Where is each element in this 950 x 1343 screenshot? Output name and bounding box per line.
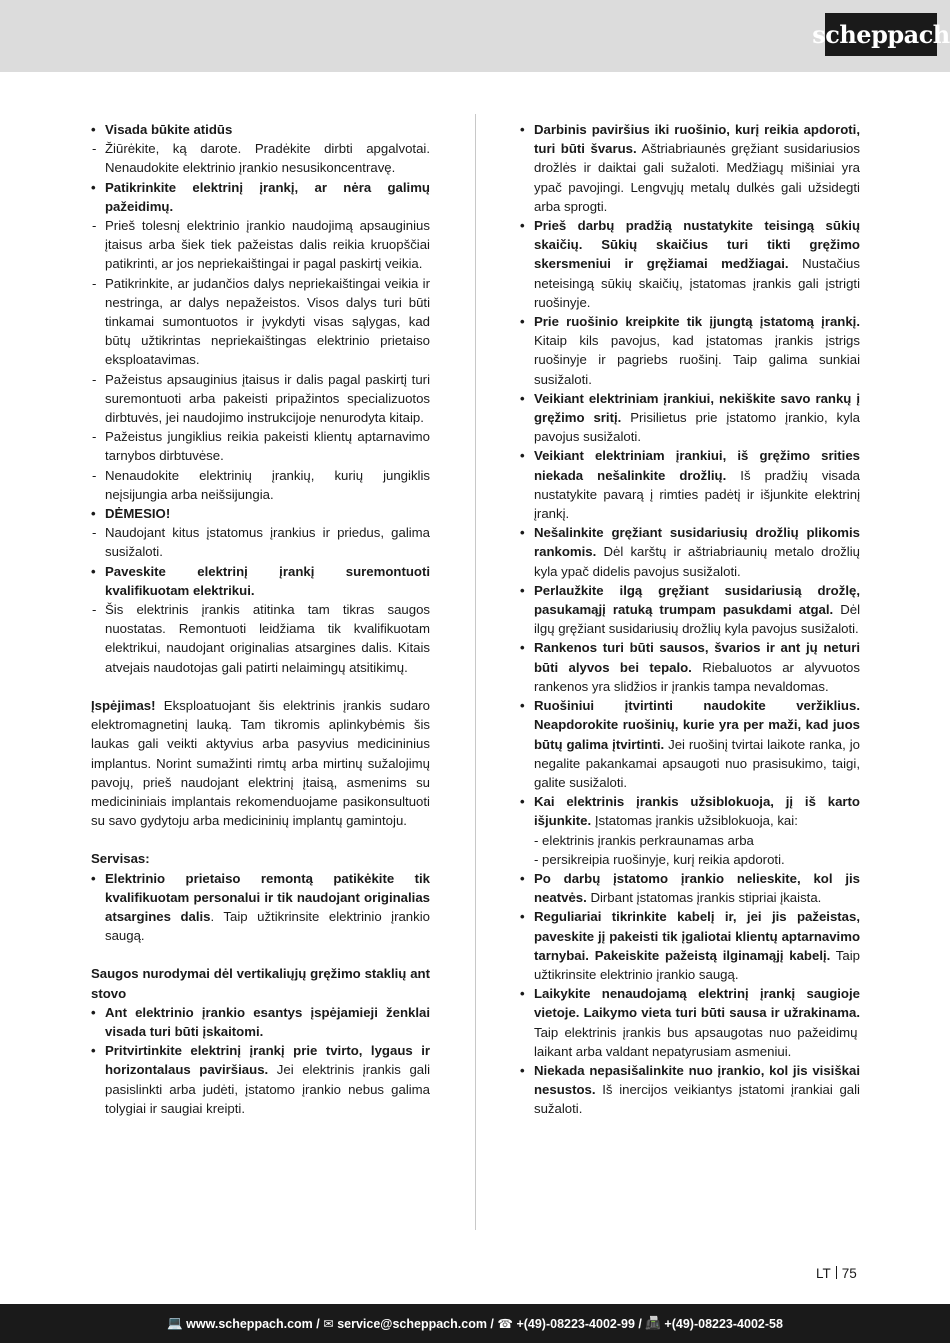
regular-text: Nenaudokite elektrinių įrankių, kurių jungiklis neįsijungia arba neišsijungia. xyxy=(105,467,430,502)
bold-text: Nešalinkite gręžiant susidariusių drožlių plikomis rankomis. xyxy=(534,525,860,560)
bold-text: Servisas: xyxy=(91,851,150,867)
paragraph xyxy=(91,964,430,1002)
footer-fax: +(49)-08223-4002-58 xyxy=(664,1316,783,1331)
bullet-item xyxy=(520,216,860,312)
regular-text: Šis elektrinis įrankis atitinka tam tikras saugos nuostatas. Remontuoti leidžiama tik kvalifikuotam elektrikui, naudojant originalias atsargines dalis. Kitais atvejais naudotojas gali patirti nelaimingų atsitikimų. xyxy=(105,602,430,675)
dash-item xyxy=(91,466,430,504)
bold-text: Kai elektrinis įrankis užsiblokuoja, jį iš karto išjunkite. xyxy=(534,794,860,829)
regular-text: Taip užtikrinsite elektrinio įrankio saugą. xyxy=(534,947,860,982)
column-divider xyxy=(475,114,476,1230)
regular-text: Prisilietus prie įstatomo įrankio, kyla pavojus susižaloti. xyxy=(534,410,860,445)
mail-icon: ✉ xyxy=(323,1317,334,1331)
bold-text: Prieš darbų pradžią nustatykite teisingą sūkių skaičių. Sūkių skaičius turi tikti gręžimo skersmeniui ir gręžiamai medžiagai. xyxy=(534,218,860,272)
bold-text: Reguliariai tikrinkite kabelį ir, jei jis pažeistas, paveskite jį pakeisti tik įgaliotai klientų aptarnavimo tarnybai. Pakeiskite pažeistą ilginamąjį kabelį. xyxy=(534,909,860,963)
bold-text: Perlaužkite ilgą gręžiant susidariusią drožlę, pasukamąjį ratuką trumpam pasukdami atgal. xyxy=(534,582,860,618)
bold-text: Įspėjimas! xyxy=(91,697,156,713)
bold-text: Ruošiniui įtvirtinti naudokite veržiklius. Neapdorokite ruošinių, kurie yra per maži, kad juos būtų galima įtvirtinti. xyxy=(534,698,860,752)
computer-icon: 💻 xyxy=(167,1316,183,1330)
bold-text: Niekada nepasišalinkite nuo įrankio, kol jis visiškai nesustos. xyxy=(534,1062,860,1098)
bold-text: Ant elektrinio įrankio esantys įspėjamieji ženklai visada turi būti įskaitomi. xyxy=(105,1004,430,1039)
bold-text: Veikiant elektriniam įrankiui, iš gręžimo srities niekada nešalinkite drožlių. xyxy=(534,448,860,483)
bullet-item xyxy=(520,120,860,216)
sub-item xyxy=(520,831,860,850)
regular-text: Įstatomas įrankis užsiblokuoja, kai: xyxy=(591,813,798,829)
regular-text: Eksploatuojant šis elektrinis įrankis sudaro elektromagnetinį lauką. Tam tikromis aplinkybėmis šis laukas gali veikti aktyvius arba pasyvius medicininius implantus. Norint sumažinti rimtų arba mirtinų sužalojimų pavojų, prieš naudojant elektrinį įtaisą, asmenims su medicininiais implantais rekomenduojame pasikonsultuoti su savo gydytoju arba medicininių implantų gamintoju. xyxy=(91,697,430,829)
bullet-item xyxy=(520,638,860,696)
bold-text: Rankenos turi būti sausos, švarios ir ant jų neturi būti alyvos bei tepalo. xyxy=(534,640,860,675)
bullet-item xyxy=(91,120,430,139)
bullet-item xyxy=(91,869,430,946)
right-column xyxy=(520,120,860,1119)
regular-text: Jei elektrinis įrankis gali pasislinkti arba judėti, įstatomo įrankio nebus galima tolygiai ir saugiai kreipti. xyxy=(105,1062,430,1116)
paragraph xyxy=(91,696,430,830)
dash-item xyxy=(91,523,430,561)
regular-text: Žiūrėkite, ką darote. Pradėkite dirbti apgalvotai. Nenaudokite elektrinio įrankio nesusikoncentravę. xyxy=(105,141,430,176)
bullet-item xyxy=(520,446,860,523)
regular-text: Pažeistus apsauginius įtaisus ir dalis pagal paskirtį turi suremontuoti arba pakeisti pripažintos specializuotos dirbtuvės, jei naudojimo instrukcijoje nenurodyta kitaip. xyxy=(105,371,430,426)
bullet-item xyxy=(520,984,860,1061)
bullet-item xyxy=(520,869,860,907)
bullet-item xyxy=(520,907,860,984)
footer-phone[interactable]: +(49)-08223-4002-99 xyxy=(516,1316,635,1331)
regular-text: - persikreipia ruošinyje, kurį reikia apdoroti. xyxy=(534,851,785,867)
bullet-item xyxy=(520,312,860,389)
dash-item xyxy=(91,600,430,677)
regular-text: Dirbant įstatomas įrankis stipriai įkaista. xyxy=(586,890,822,906)
bullet-item xyxy=(520,581,860,639)
regular-text: Nustačius neteisingą sūkių skaičių, įstatomas įrankis gali įstrigti ruošinyje. xyxy=(534,256,860,310)
phone-icon: ☎ xyxy=(497,1317,513,1331)
regular-text: Taip elektrinis įrankis bus apsaugotas nuo pažeidimų laikant arba valdant nepatyrusiam asmeniui. xyxy=(534,1024,858,1059)
regular-text: Dėl ilgų gręžiant susidariusių drožlių kyla pavojus susižaloti. xyxy=(534,602,860,637)
regular-text: Riebaluotos ar alyvuotos rankenos yra slidžios ir įrankis tampa nevaldomas. xyxy=(534,659,860,694)
bold-text: Laikykite nenaudojamą elektrinį įrankį saugioje vietoje. Laikymo vieta turi būti sausa ir užrakinama. xyxy=(534,986,860,1021)
bullet-item xyxy=(91,178,430,216)
regular-text: Jei ruošinį tvirtai laikote ranka, jo negalite pakankamai apsaugoti nuo prasisukimo, taigi, galite susižaloti. xyxy=(534,736,860,790)
page-language: LT xyxy=(816,1266,831,1281)
regular-text: Prieš tolesnį elektrinio įrankio naudojimą apsauginius įtaisus arba šiek tiek pažeistas dalis reikia kruopščiai patikrinti, ar jos nepriekaištingai ir pagal paskirtį veikia. xyxy=(105,218,430,272)
bold-text: Elektrinio prietaiso remontą patikėkite tik kvalifikuotam personalui ir tik naudojant originalias atsargines dalis xyxy=(105,870,430,924)
footer-website[interactable]: www.scheppach.com xyxy=(186,1316,313,1331)
left-column xyxy=(91,120,430,1118)
regular-text: Naudojant kitus įstatomus įrankius ir priedus, galima susižaloti. xyxy=(105,525,430,560)
regular-text: Pažeistus jungiklius reikia pakeisti klientų aptarnavimo tarnybos dirbtuvėse. xyxy=(105,429,430,464)
sub-item xyxy=(520,850,860,869)
header-bar xyxy=(0,0,950,72)
bullet-item xyxy=(520,792,860,830)
bullet-item xyxy=(91,1041,430,1118)
bold-text: Darbinis paviršius iki ruošinio, kurį reikia apdoroti, turi būti švarus. xyxy=(534,122,860,157)
bullet-item xyxy=(520,696,860,792)
brand-logo: scheppach xyxy=(825,13,937,56)
bullet-item xyxy=(91,504,430,523)
paragraph-spacer xyxy=(91,945,430,964)
footer-bar: 💻 www.scheppach.com / ✉ service@scheppach.com / ☎ +(49)-08223-4002-99 / 📠 +(49)-08223-4002-58 xyxy=(0,1304,950,1343)
regular-text: . Taip užtikrinsite elektrinio įrankio saugą. xyxy=(105,908,430,944)
bullet-item xyxy=(520,1061,860,1119)
dash-item xyxy=(91,427,430,465)
bold-text: Veikiant elektriniam įrankiui, nekiškite savo rankų į gręžimo sritį. xyxy=(534,390,860,426)
dash-item xyxy=(91,139,430,177)
page-number xyxy=(816,1266,857,1281)
regular-text: Iš pradžių visada nustatykite pavarą į rimties padėtį ir išjunkite elektrinį įrankį. xyxy=(534,467,860,522)
dash-item xyxy=(91,274,430,370)
page-number-value: 75 xyxy=(841,1266,857,1281)
regular-text: Aštriabriaunės gręžiant susidariusios drožlės ir daiktai gali sužaloti. Medžiagų mišiniai yra ypač pavojingi. Lengvųjų metalų dulkės gali užsidegti arba sprogti. xyxy=(534,141,860,214)
dash-item xyxy=(91,216,430,274)
bold-text: Pritvirtinkite elektrinį įrankį prie tvirto, lygaus ir horizontalaus paviršiaus. xyxy=(105,1043,430,1078)
paragraph-spacer xyxy=(91,830,430,849)
bullet-item xyxy=(91,562,430,600)
bullet-item xyxy=(91,1003,430,1041)
bold-text: Patikrinkite elektrinį įrankį, ar nėra galimų pažeidimų. xyxy=(105,179,430,214)
footer-email[interactable]: service@scheppach.com xyxy=(337,1316,487,1331)
bold-text: Visada būkite atidūs xyxy=(105,122,233,137)
paragraph xyxy=(91,849,430,868)
bold-text: Prie ruošinio kreipkite tik įjungtą įstatomą įrankį. xyxy=(534,314,860,330)
fax-icon: 📠 xyxy=(645,1316,661,1330)
bold-text: Paveskite elektrinį įrankį suremontuoti kvalifikuotam elektrikui. xyxy=(105,563,430,598)
paragraph-spacer xyxy=(91,677,430,696)
regular-text: Patikrinkite, ar judančios dalys nepriekaištingai veikia ir nestringa, ar dalys nepažeistos. Visos dalys turi būti tinkamai sumontuotos ir įvykdyti visas sąlygas, kad būtų užtikrintas nepriekaištingas elektrinio prietaiso eksploatavimas. xyxy=(105,275,430,368)
regular-text: Kitaip kils pavojus, kad įstatomas įrankis įstrigs ruošinyje ir pagriebs ruošinį. Taip galima sunkiai susižaloti. xyxy=(534,333,860,387)
regular-text: - elektrinis įrankis perkraunamas arba xyxy=(534,832,754,848)
bullet-item xyxy=(520,389,860,447)
bold-text: Po darbų įstatomo įrankio nelieskite, kol jis neatvės. xyxy=(534,870,860,906)
bold-text: DĖMESIO! xyxy=(105,506,171,522)
bullet-item xyxy=(520,523,860,581)
regular-text: Dėl karštų ir aštriabriaunių metalo drožlių kyla ypač didelis pavojus susižaloti. xyxy=(534,544,860,579)
bold-text: Saugos nurodymai dėl vertikaliųjų gręžimo staklių ant stovo xyxy=(91,966,430,1001)
regular-text: Iš inercijos veikiantys įstatomi įrankiai gali sužaloti. xyxy=(534,1082,860,1117)
dash-item xyxy=(91,370,430,428)
